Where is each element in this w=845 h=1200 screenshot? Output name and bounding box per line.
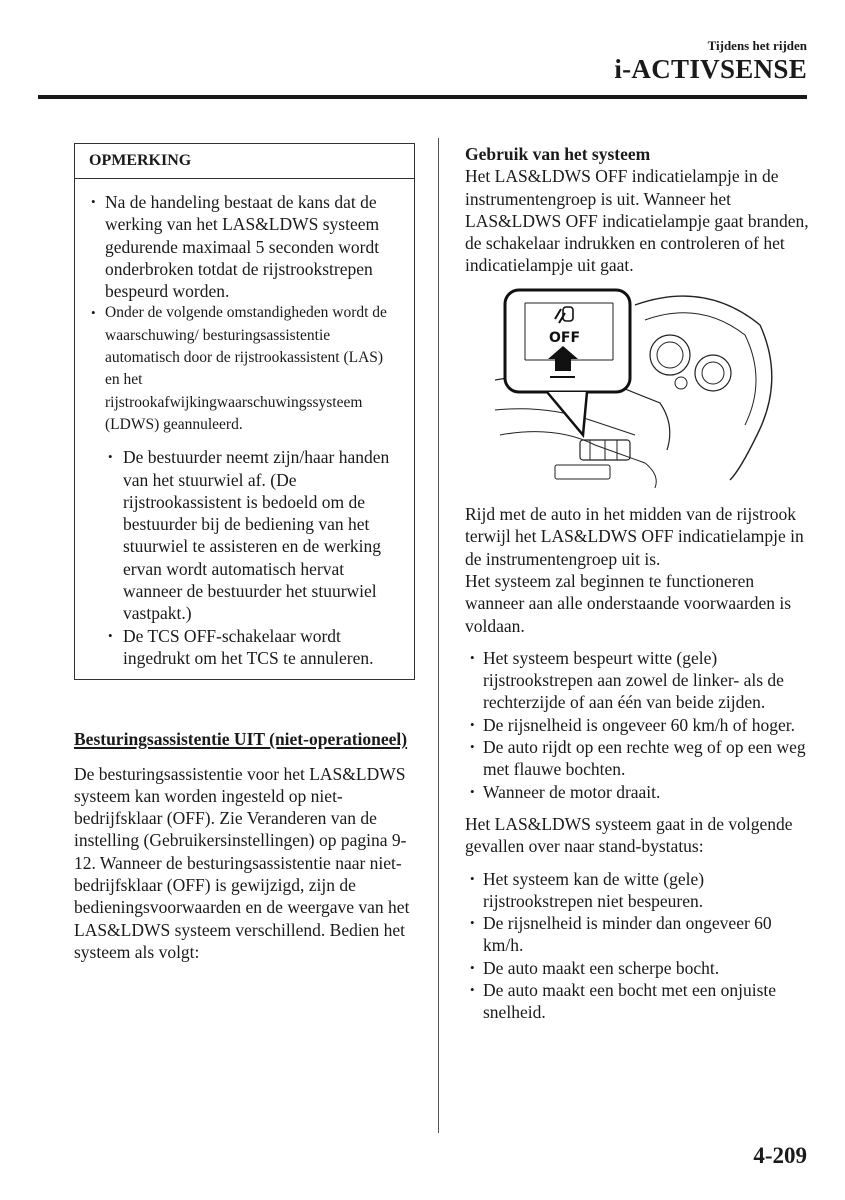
condition-item: • Wanneer de motor draait. [465, 781, 810, 803]
right-column [465, 143, 810, 1024]
note-body [75, 179, 414, 679]
note-subitem: • De TCS OFF-schakelaar wordt ingedrukt om het TCS te annuleren. [107, 625, 400, 670]
section-title-assist-off: Besturingsassistentie UIT (niet-operationeel) [74, 729, 408, 750]
note-box [74, 143, 415, 680]
section-title-usage: Gebruik van het systeem [465, 144, 651, 164]
left-column [74, 143, 419, 963]
conditions-list [465, 647, 810, 803]
column-divider [438, 138, 439, 1133]
header-rule [38, 95, 807, 99]
standby-list [465, 868, 810, 1024]
condition-item: • De rijsnelheid is ongeveer 60 km/h of hoger. [465, 714, 810, 736]
standby-item: • De auto maakt een bocht met een onjuiste snelheid. [465, 979, 810, 1024]
standby-intro: Het LAS&LDWS systeem gaat in de volgende gevallen over naar stand-bystatus: [465, 813, 793, 857]
usage-intro: Het LAS&LDWS OFF indicatielampje in de instrumentengroep is uit. Wanneer het LAS&LDWS OFF indicatielampje gaat branden, de schakelaar indrukken en controleren of het indicatielampje uit gaat. [465, 166, 809, 276]
section-body-assist-off: De besturingsassistentie voor het LAS&LDWS systeem kan worden ingesteld op niet-bedrijfsklaar (OFF). Zie Veranderen van de instelling (Gebruikersinstellingen) op pagina 9-12. Wanneer de besturingsassistentie naar niet-bedrijfsklaar (OFF) is gewijzigd, zijn de bedieningsvoorwaarden en de weergave van het LAS&LDWS systeem verschillend. Bedien het systeem als volgt: [74, 763, 410, 962]
note-item: • Onder de volgende omstandigheden wordt de waarschuwing/ besturingsassistentie automatisch door de rijstrookassistent (LAS) en het rijstrookafwijkingwaarschuwingssysteem (LDWS) geannuleerd. [89, 302, 400, 436]
note-sublist [89, 446, 400, 669]
condition-item: • De auto rijdt op een rechte weg of op een weg met flauwe bochten. [465, 736, 810, 781]
usage-paragraph: Rijd met de auto in het midden van de rijstrook terwijl het LAS&LDWS OFF indicatielampje in de instrumentengroep uit is. [465, 504, 804, 569]
condition-item: • Het systeem bespeurt witte (gele) rijstrookstrepen aan zowel de linker- als de rechterzijde of aan één van beide zijden. [465, 647, 810, 714]
usage-paragraph: Het systeem zal beginnen te functioneren wanneer aan alle onderstaande voorwaarden is voldaan. [465, 570, 792, 636]
off-switch-label: OFF [549, 329, 581, 346]
standby-item: • De rijsnelheid is minder dan ongeveer 60 km/h. [465, 912, 810, 957]
note-subitem: • De bestuurder neemt zijn/haar handen van het stuurwiel af. (De rijstrookassistent is bedoeld om de bestuurder bij de bediening van het stuurwiel te assisteren en de werking ervan wordt automatisch hervat wanneer de bestuurder het stuurwiel vastpakt.) [107, 446, 400, 624]
page-number: 4-209 [753, 1143, 807, 1168]
standby-item: • Het systeem kan de witte (gele) rijstrookstrepen niet bespeuren. [465, 868, 810, 913]
page-title: i-ACTIVSENSE [614, 54, 807, 84]
note-heading: OPMERKING [75, 144, 414, 179]
note-item: • Na de handeling bestaat de kans dat de werking van het LAS&LDWS systeem gedurende maximaal 5 seconden wordt onderbroken totdat de rijstrookstrepen bespeurd worden. [89, 191, 400, 302]
standby-item: • De auto maakt een scherpe bocht. [465, 957, 810, 979]
header-section-label: Tijdens het rijden [707, 38, 807, 53]
dashboard-switch-illustration [495, 285, 780, 488]
